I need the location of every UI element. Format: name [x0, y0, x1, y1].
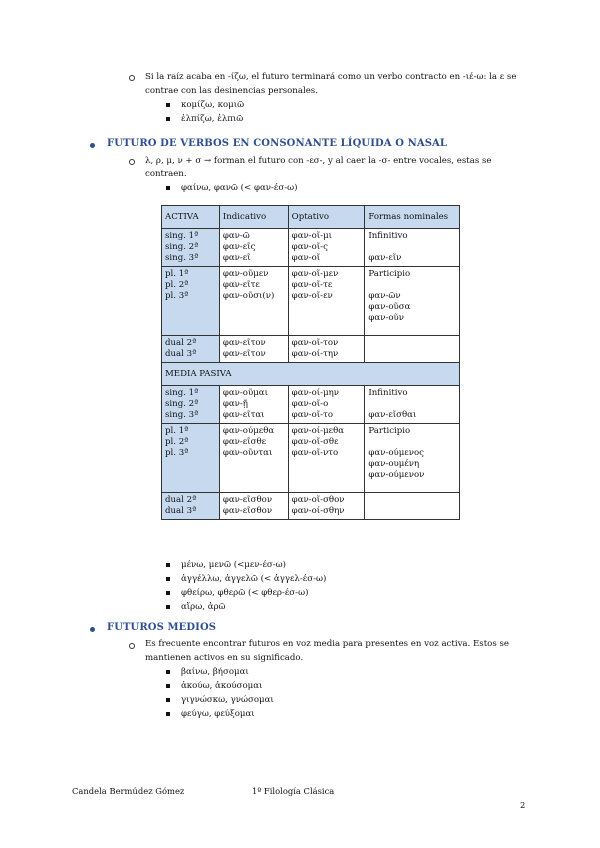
verb-form: φαν-οί-σθην: [291, 506, 345, 516]
optative-cell: [288, 493, 365, 520]
intro-example-1: κομίζω, κομιῶ: [181, 100, 245, 110]
table-row: [162, 493, 460, 520]
verb-form: φαν-οῖ: [291, 253, 321, 263]
verb-form: φαν-οῦμαι: [222, 388, 268, 398]
person-label: sing. 1ª: [165, 231, 199, 241]
person-label: sing. 3ª: [165, 253, 199, 263]
verb-form: φαν-οῖ-ο: [291, 399, 329, 409]
verb-form: φαν-εῖτον: [222, 349, 266, 359]
person-label: dual 3ª: [165, 506, 197, 516]
verb-form: φαν-εῖν: [368, 253, 402, 263]
verb-form: φαν-ῶν: [368, 291, 401, 301]
table-row: [162, 229, 460, 267]
medios-example: ἀκούω, ἀκούσομαι: [181, 681, 263, 691]
verb-form: φαν-οῦσι(ν): [222, 291, 275, 301]
indicative-cell: [219, 336, 288, 363]
verb-form: φαν-οῖ-σθον: [291, 495, 345, 505]
person-label-cell: [162, 424, 220, 493]
person-label: pl. 3ª: [165, 448, 189, 458]
verb-form: φαν-οῖ-τε: [291, 280, 333, 290]
rule-line-2: contraen.: [145, 169, 187, 179]
person-label-cell: [162, 267, 220, 336]
verb-form: φαν-οῖ-μεν: [291, 269, 339, 279]
person-label: sing. 2ª: [165, 399, 199, 409]
verb-form: φαν-εῖσθαι: [368, 410, 417, 420]
person-label: pl. 1ª: [165, 426, 189, 436]
table-header-cell: Formas nominales: [365, 206, 460, 229]
verb-form: φαν-ῶ: [222, 231, 250, 241]
person-label: pl. 1ª: [165, 269, 189, 279]
example-list-item: αἴρω, ἀρῶ: [181, 602, 226, 612]
nominal-label: Participio: [368, 426, 411, 436]
indicative-cell: [219, 229, 288, 267]
verb-form: φαν-οῖ-ντο: [291, 448, 339, 458]
optative-cell: [288, 229, 365, 267]
optative-cell: [288, 267, 365, 336]
square-bullet-icon: [166, 563, 170, 567]
section-bullet-icon: [90, 627, 95, 632]
table-row: [162, 267, 460, 336]
intro-line-1: Si la raíz acaba en -ίζω, el futuro terminará como un verbo contracto en -ιέ-ω: la ε se: [145, 72, 517, 82]
rule-example: φαίνω, φανῶ (< φαν-έσ-ω): [181, 183, 298, 193]
person-label-cell: [162, 336, 220, 363]
person-label: dual 2ª: [165, 495, 197, 505]
person-label-cell: [162, 493, 220, 520]
media-pasiva-header: MEDIA PASIVA: [162, 363, 460, 386]
nominal-cell: [365, 336, 460, 363]
square-bullet-icon: [166, 591, 170, 595]
verb-form: φαν-ουμένη: [368, 459, 420, 469]
verb-form: φαν-οί-μεθα: [291, 426, 345, 436]
indicative-cell: [219, 267, 288, 336]
section-heading-futuros-medios: FUTUROS MEDIOS: [107, 622, 217, 633]
verb-form: φαν-εῖσθον: [222, 495, 273, 505]
nominal-cell: [365, 267, 460, 336]
person-label: dual 2ª: [165, 338, 197, 348]
nominal-cell: [365, 229, 460, 267]
verb-form: φαν-οῖ-ς: [291, 242, 328, 252]
nominal-label: Participio: [368, 269, 411, 279]
person-label: dual 3ª: [165, 349, 197, 359]
table-row: [162, 424, 460, 493]
indicative-cell: [219, 493, 288, 520]
table-header-cell: ACTIVA: [162, 206, 220, 229]
medios-example: βαίνω, βήσομαι: [181, 667, 249, 677]
verb-form: φαν-οῦν: [368, 313, 404, 323]
verb-form: φαν-εῖσθον: [222, 506, 273, 516]
square-bullet-icon: [166, 605, 170, 609]
footer-course: 1º Filología Clásica: [252, 786, 335, 796]
optative-cell: [288, 336, 365, 363]
square-bullet-icon: [166, 684, 170, 688]
table-header-cell: Indicativo: [219, 206, 288, 229]
intro-example-2: ἐλπίζω, ἐλπιῶ: [181, 114, 244, 124]
person-label: sing. 3ª: [165, 410, 199, 420]
verb-form: φαν-οῦνται: [222, 448, 273, 458]
square-bullet-icon: [166, 670, 170, 674]
optative-cell: [288, 386, 365, 424]
nominal-cell: [365, 424, 460, 493]
table-header-row: [162, 206, 460, 229]
verb-form: φαν-ῇ: [222, 399, 248, 409]
verb-form: φαν-εῖς: [222, 242, 256, 252]
nominal-cell: [365, 493, 460, 520]
person-label: sing. 1ª: [165, 388, 199, 398]
verb-form: φαν-οῖ-το: [291, 410, 333, 420]
square-bullet-icon: [166, 103, 170, 107]
person-label: pl. 3ª: [165, 291, 189, 301]
rule-line-1: λ, ρ, μ, ν + σ → forman el futuro con -εσ-, y al caer la -σ- entre vocales, estas se: [145, 156, 492, 166]
table-section-row: [162, 363, 460, 386]
square-bullet-icon: [166, 698, 170, 702]
verb-form: φαν-οῖ-τον: [291, 338, 339, 348]
person-label: pl. 2ª: [165, 280, 189, 290]
footer-author: Candela Bermúdez Gómez: [72, 786, 185, 796]
verb-form: φαν-οῖ-σθε: [291, 437, 339, 447]
person-label-cell: [162, 229, 220, 267]
verb-form: φαν-ούμενον: [368, 470, 425, 480]
page-number: 2: [520, 800, 526, 810]
verb-form: φαν-οῦμεν: [222, 269, 269, 279]
verb-form: φαν-οῖ-εν: [291, 291, 333, 301]
verb-form: φαν-οί-την: [291, 349, 339, 359]
medios-line-2: mantienen activos en su significado.: [145, 653, 304, 663]
section-bullet-icon: [90, 143, 95, 148]
verb-form: φαν-οῦσα: [368, 302, 411, 312]
hollow-bullet-icon: [129, 643, 135, 649]
medios-example: φεύγω, φεύξομαι: [181, 709, 255, 719]
verb-form: φαν-εῖσθε: [222, 437, 267, 447]
table-header-cell: Optativo: [288, 206, 365, 229]
nominal-cell: [365, 386, 460, 424]
verb-form: φαν-ούμενος: [368, 448, 424, 458]
hollow-bullet-icon: [129, 75, 135, 81]
hollow-bullet-icon: [129, 159, 135, 165]
person-label-cell: [162, 386, 220, 424]
verb-form: φαν-εῖτε: [222, 280, 260, 290]
verb-form: φαν-εῖτον: [222, 338, 266, 348]
optative-cell: [288, 424, 365, 493]
nominal-label: Infinitivo: [368, 231, 408, 241]
square-bullet-icon: [166, 712, 170, 716]
square-bullet-icon: [166, 117, 170, 121]
verb-form: φαν-οῖ-μι: [291, 231, 333, 241]
indicative-cell: [219, 424, 288, 493]
person-label: sing. 2ª: [165, 242, 199, 252]
example-list-item: φθείρω, φθερῶ (< φθερ-έσ-ω): [181, 588, 309, 598]
example-list-item: μένω, μενῶ (<μεν-έσ-ω): [181, 560, 287, 570]
medios-line-1: Es frecuente encontrar futuros en voz media para presentes en voz activa. Estos se: [145, 639, 509, 649]
square-bullet-icon: [166, 577, 170, 581]
verb-form: φαν-ούμεθα: [222, 426, 275, 436]
medios-example: γιγνώσκω, γνώσομαι: [181, 695, 274, 705]
intro-line-2: contrae con las desinencias personales.: [145, 86, 318, 96]
section-heading-liquid-nasal: FUTURO DE VERBOS EN CONSONANTE LÍQUIDA O NASAL: [107, 138, 448, 149]
table-row: [162, 336, 460, 363]
square-bullet-icon: [166, 186, 170, 190]
person-label: pl. 2ª: [165, 437, 189, 447]
indicative-cell: [219, 386, 288, 424]
verb-form: φαν-εῖται: [222, 410, 265, 420]
nominal-label: Infinitivo: [368, 388, 408, 398]
example-list-item: ἀγγέλλω, ἀγγελῶ (< ἀγγελ-έσ-ω): [181, 574, 327, 584]
verb-form: φαν-εῖ: [222, 253, 251, 263]
table-row: [162, 386, 460, 424]
verb-form: φαν-οί-μην: [291, 388, 340, 398]
conjugation-table: [161, 205, 460, 520]
